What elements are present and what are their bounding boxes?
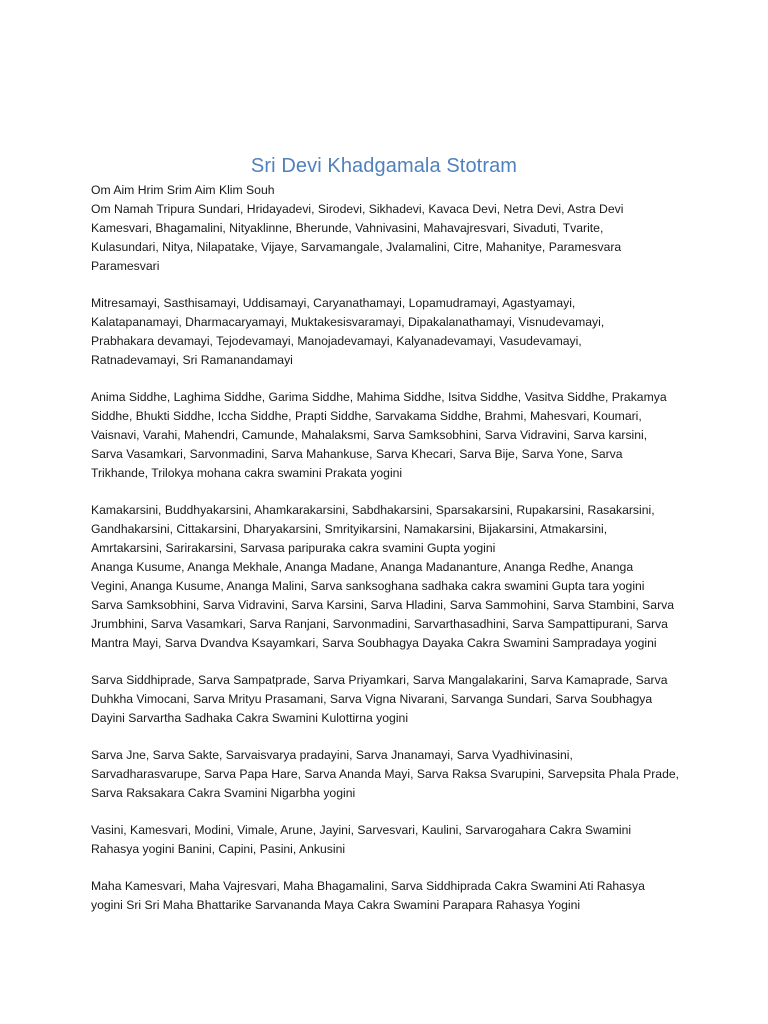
text-line: Trikhande, Trilokya mohana cakra swamini Prakata yogini <box>91 466 403 480</box>
paragraph-4 <box>91 501 691 653</box>
text-line: Kamesvari, Bhagamalini, Nityaklinne, Bherunde, Vahnivasini, Mahavajresvari, Sivaduti, Tvarite, <box>91 221 604 235</box>
text-line: Ratnadevamayi, Sri Ramanandamayi <box>91 353 293 367</box>
text-line: Gandhakarsini, Cittakarsini, Dharyakarsini, Smrityikarsini, Namakarsini, Bijakarsini, Atmakarsini, <box>91 522 608 536</box>
paragraph-3 <box>91 388 691 483</box>
text-line: Sarvadharasvarupe, Sarva Papa Hare, Sarva Ananda Mayi, Sarva Raksa Svarupini, Sarvepsita Phala Prade, <box>91 767 680 781</box>
text-line: Sarva Raksakara Cakra Svamini Nigarbha yogini <box>91 786 356 800</box>
text-line: Kalatapanamayi, Dharmacaryamayi, Muktakesisvaramayi, Dipakalanathamayi, Visnudevamayi, <box>91 315 605 329</box>
paragraph-6 <box>91 746 691 803</box>
text-line: Sarva Siddhiprade, Sarva Sampatprade, Sarva Priyamkari, Sarva Mangalakarini, Sarva Kamaprade, Sarva <box>91 673 668 687</box>
text-line: Om Namah Tripura Sundari, Hridayadevi, Sirodevi, Sikhadevi, Kavaca Devi, Netra Devi, Astra Devi <box>91 202 624 216</box>
text-line: Vasini, Kamesvari, Modini, Vimale, Arune, Jayini, Sarvesvari, Kaulini, Sarvarogahara Cakra Swamini <box>91 823 632 837</box>
text-line: Rahasya yogini Banini, Capini, Pasini, Ankusini <box>91 842 346 856</box>
text-line: Siddhe, Bhukti Siddhe, Iccha Siddhe, Prapti Siddhe, Sarvakama Siddhe, Brahmi, Mahesvari, Koumari, <box>91 409 642 423</box>
text-line: Duhkha Vimocani, Sarva Mrityu Prasamani, Sarva Vigna Nivarani, Sarvanga Sundari, Sarva Soubhagya <box>91 692 653 706</box>
text-line: Prabhakara devamayi, Tejodevamayi, Manojadevamayi, Kalyanadevamayi, Vasudevamayi, <box>91 334 582 348</box>
text-line: yogini Sri Sri Maha Bhattarike Sarvananda Maya Cakra Swamini Parapara Rahasya Yogini <box>91 898 581 912</box>
text-line: Mantra Mayi, Sarva Dvandva Ksayamkari, Sarva Soubhagya Dayaka Cakra Swamini Sampradaya yogini <box>91 636 657 650</box>
text-line: Kamakarsini, Buddhyakarsini, Ahamkarakarsini, Sabdhakarsini, Sparsakarsini, Rupakarsini, Rasakarsini, <box>91 503 655 517</box>
text-line: Vaisnavi, Varahi, Mahendri, Camunde, Mahalaksmi, Sarva Samksobhini, Sarva Vidravini, Sarva karsini, <box>91 428 648 442</box>
paragraph-1 <box>91 181 691 276</box>
text-line: Anima Siddhe, Laghima Siddhe, Garima Siddhe, Mahima Siddhe, Isitva Siddhe, Vasitva Siddhe, Prakamya <box>91 390 667 404</box>
text-line: Sarva Vasamkari, Sarvonmadini, Sarva Mahankuse, Sarva Khecari, Sarva Bije, Sarva Yone, Sarva <box>91 447 623 461</box>
text-line: Jrumbhini, Sarva Vasamkari, Sarva Ranjani, Sarvonmadini, Sarvarthasadhini, Sarva Sampattipurani, Sarva <box>91 617 668 631</box>
text-line: Dayini Sarvartha Sadhaka Cakra Swamini Kulottirna yogini <box>91 711 409 725</box>
text-line: Kulasundari, Nitya, Nilapatake, Vijaye, Sarvamangale, Jvalamalini, Citre, Mahanitye, Paramesvara <box>91 240 622 254</box>
text-line: Sarva Samksobhini, Sarva Vidravini, Sarva Karsini, Sarva Hladini, Sarva Sammohini, Sarva Stambini, Sarva <box>91 598 674 612</box>
paragraph-5 <box>91 671 691 728</box>
text-line: Om Aim Hrim Srim Aim Klim Souh <box>91 183 275 197</box>
paragraph-8 <box>91 877 691 915</box>
paragraph-7 <box>91 821 691 859</box>
document-body <box>91 181 691 915</box>
text-line: Sarva Jne, Sarva Sakte, Sarvaisvarya pradayini, Sarva Jnanamayi, Sarva Vyadhivinasini, <box>91 748 573 762</box>
text-line: Ananga Kusume, Ananga Mekhale, Ananga Madane, Ananga Madananture, Ananga Redhe, Ananga <box>91 560 634 574</box>
document-title: Sri Devi Khadgamala Stotram <box>250 155 518 177</box>
text-line: Mitresamayi, Sasthisamayi, Uddisamayi, Caryanathamayi, Lopamudramayi, Agastyamayi, <box>91 296 576 310</box>
paragraph-2 <box>91 294 691 370</box>
text-line: Paramesvari <box>91 259 160 273</box>
text-line: Maha Kamesvari, Maha Vajresvari, Maha Bhagamalini, Sarva Siddhiprada Cakra Swamini Ati Rahasya <box>91 879 645 893</box>
text-line: Amrtakarsini, Sarirakarsini, Sarvasa paripuraka cakra svamini Gupta yogini <box>91 541 496 555</box>
text-line: Vegini, Ananga Kusume, Ananga Malini, Sarva sanksoghana sadhaka cakra swamini Gupta tara yogini <box>91 579 645 593</box>
